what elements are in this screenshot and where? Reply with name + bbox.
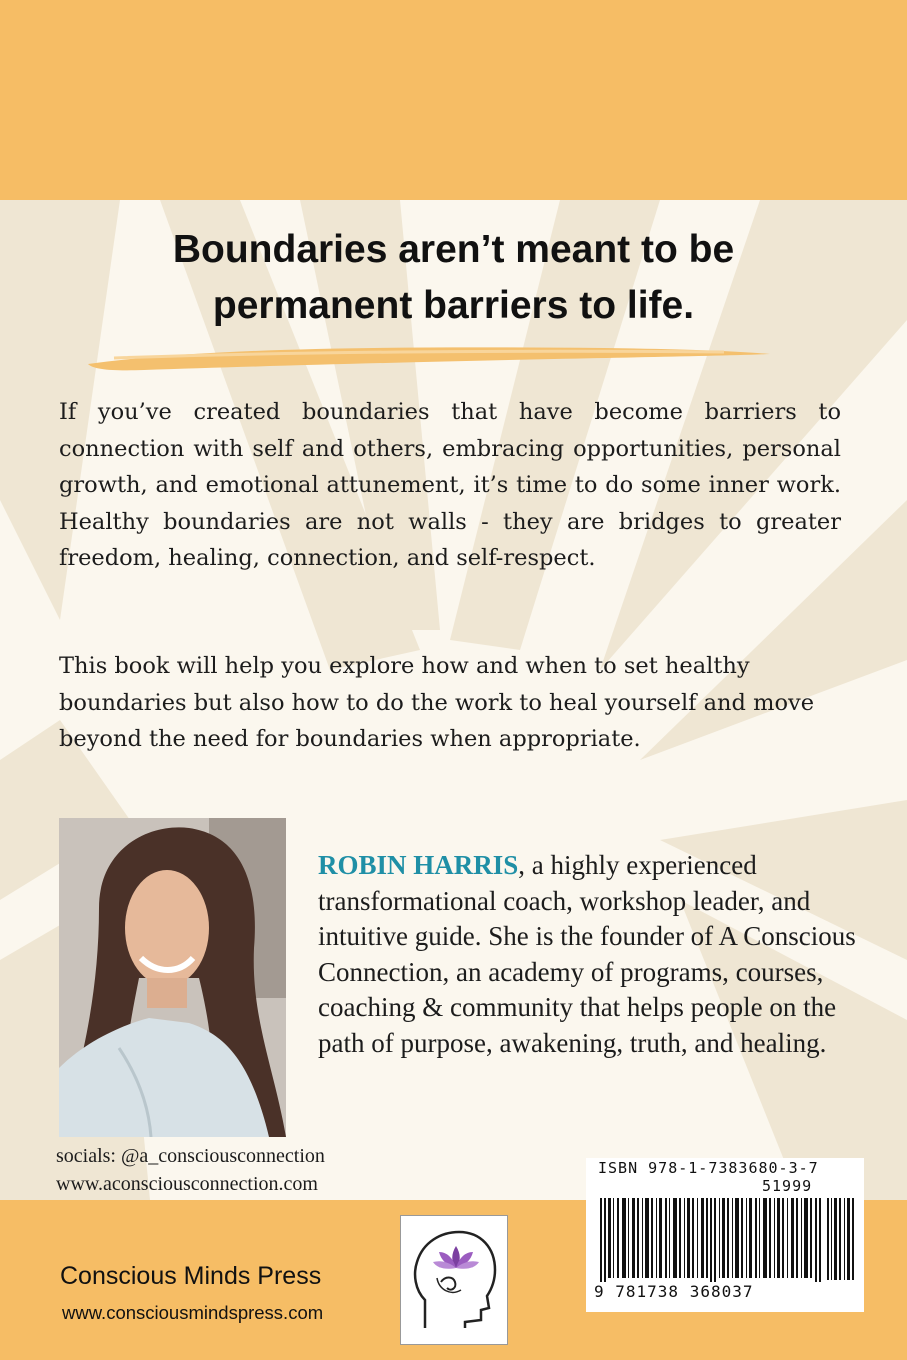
blurb-paragraph-1: If you’ve created boundaries that have become barriers to connection with self and others, embracing opportunities, personal growth, and emotional attunement, it’s time to do some inner work. Healthy boundaries are not walls - they are bridges to greater freedom, healing, connection, and self-respect. — [59, 399, 841, 571]
author-website: www.aconsciousconnection.com — [56, 1173, 318, 1195]
ean-number: 9 781738 368037 — [594, 1282, 754, 1301]
price-code: 51999 — [762, 1177, 813, 1195]
publisher-website: www.consciousmindspress.com — [62, 1302, 324, 1323]
author-photo — [59, 818, 286, 1137]
author-bio-text: , a highly experienced transformational coach, workshop leader, and intuitive guide. She is the founder of A Conscious Connection, an academy of programs, courses, coaching & community that helps people on the path of purpose, awakening, truth, and healing. — [318, 850, 856, 1058]
publisher-logo — [400, 1215, 508, 1345]
author-contact — [56, 1142, 325, 1198]
headline-line-2: permanent barriers to life. — [212, 284, 695, 327]
headline — [0, 222, 907, 334]
author-socials: socials: @a_consciousconnection — [56, 1145, 325, 1167]
brush-stroke-underline — [84, 340, 774, 376]
head-lotus-icon — [401, 1216, 507, 1344]
barcode-bars — [594, 1180, 858, 1284]
headline-line-1: Boundaries aren’t meant to be — [172, 228, 735, 271]
top-color-band — [0, 0, 907, 200]
author-name: ROBIN HARRIS — [318, 850, 519, 880]
blurb-paragraph-2: This book will help you explore how and when to set healthy boundaries but also how to do the work to heal yourself and move beyond the need for boundaries when appropriate. — [59, 653, 815, 752]
isbn-barcode — [586, 1158, 864, 1312]
publisher-name: Conscious Minds Press — [60, 1262, 322, 1290]
author-bio — [318, 848, 858, 1061]
isbn-number: ISBN 978-1-7383680-3-7 — [598, 1159, 819, 1177]
